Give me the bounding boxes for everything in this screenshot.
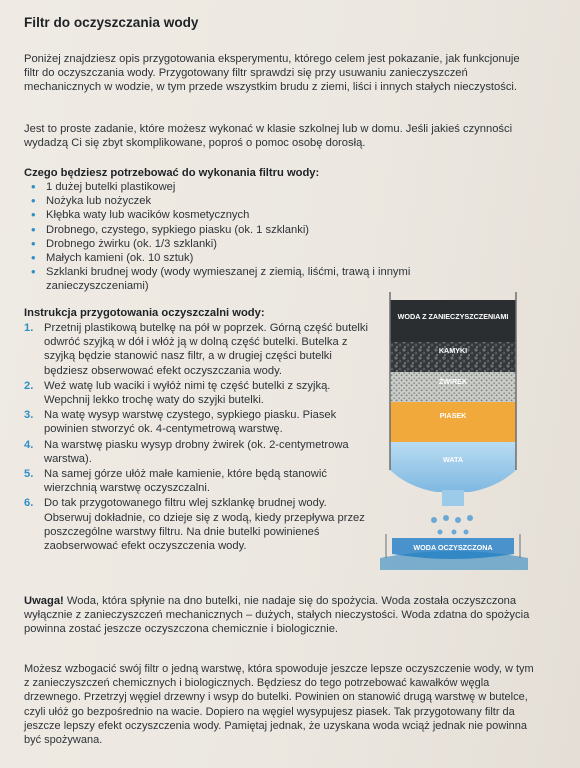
step-number: 6. [24, 497, 34, 510]
warning-note [24, 594, 544, 637]
instruction-step [24, 379, 374, 407]
materials-item: • Kłębka waty lub wacików kosmetycznych [24, 208, 494, 222]
label-clean-water: WODA OCZYSZCZONA [413, 543, 493, 552]
label-dirty-water: WODA Z ZANIECZYSZCZENIAMI [397, 312, 509, 321]
extra-layer-paragraph: Możesz wzbogacić swój filtr o jedną warstwę, która spowoduje jeszcze lepsze oczyszczenie wody, w tym z zanieczyszczeń chemicznych i biologicznych. Będziesz do tego potrzebować kawałków węgla drzewnego. Przetrzyj węgiel drzewny i wsyp do butelki. Powinien on stanowić drugą warstwę w butelce, czyli ułóż go bezpośrednio na wacie. Dopiero na węgiel wysypujesz piasek. Tak przygotowany filtr da jeszcze lepszy efekt oczyszczenia wody. Pamiętaj jednak, że uzyskana woda wciąż jednak nie powinna być spożywana. [24, 663, 534, 747]
instruction-step [24, 496, 374, 553]
label-sand: PIASEK [439, 411, 467, 420]
intro-paragraph-2: Jest to proste zadanie, które możesz wykonać w klasie szkolnej lub w domu. Jeśli jakieś czynności wydadzą Ci się zbyt skomplikowane, poproś o pomoc osobę dorosłą. [24, 123, 513, 150]
materials-item: • Nożyka lub nożyczek [24, 194, 494, 208]
step-text: Weź watę lub waciki i wyłóż nimi tę część butelki z szyjką. Wepchnij lekko trochę waty do szyjki butelki. [44, 379, 331, 407]
materials-item: • Drobnego, czystego, sypkiego piasku (ok. 1 szklanki) [24, 223, 494, 237]
bottle-outline [380, 292, 528, 570]
step-number: 2. [24, 379, 34, 392]
step-text: Do tak przygotowanego filtru wlej szklankę brudnej wody. Obserwuj dokładnie, co dzieje się z wodą, kiedy przepływa przez poszczególne warstwy filtru. Na dnie butelki powinieneś zaobserwować efekt oczyszczenia wody. [44, 497, 365, 553]
page-title: Filtr do oczyszczania wody [24, 15, 199, 30]
warning-text: Woda, która spłynie na dno butelki, nie nadaje się do spożycia. Woda została oczyszczona wyłącznie z zanieczyszczeń mechanicznych – dużych, stałych nieczystości. Woda zdatna do spożycia powinna zostać jeszcze oczyszczona chemicznie i biologicznie. [24, 595, 530, 636]
materials-list [24, 180, 494, 294]
step-number: 3. [24, 409, 34, 422]
intro-paragraph: Poniżej znajdziesz opis przygotowania eksperymentu, którego celem jest pokazanie, jak funkcjonuje filtr do oczyszczania wody. Przygotowany filtr sprawdzi się przy usuwaniu zanieczyszczeń mechanicznych w wodzie, w tym przede wszystkim brudu z ziemi, liści i innych stałych nieczystości. [24, 53, 520, 94]
step-text: Przetnij plastikową butelkę na pół w poprzek. Górną część butelki odwróć szyjką w dół i włóż ją w dolną część butelki. Butelka z szyjką będzie stanowić nasz filtr, a w drugiej części butelki będziesz obserwować efekt oczyszczania wody. [44, 322, 368, 377]
materials-item: • Szklanki brudnej wody (wody wymieszanej z ziemią, liśćmi, trawą i innymi zanieczyszczeniami) [24, 265, 494, 293]
label-gravel: ŻWIREK [438, 377, 468, 386]
label-cotton: WATA [442, 455, 464, 464]
step-text: Na warstwę piasku wysyp drobny żwirek (ok. 2-centymetrowa warstwa). [44, 438, 349, 465]
instruction-step [24, 467, 374, 495]
instructions-heading: Instrukcja przygotowania oczyszczalni wody: [24, 307, 265, 319]
water-filter-diagram [378, 292, 528, 570]
step-number: 5. [24, 468, 34, 481]
instruction-step [24, 408, 374, 436]
step-text: Na samej górze ułóż małe kamienie, które będą stanowić wierzchnią warstwę oczyszczalni. [44, 468, 327, 495]
materials-item: • Drobnego żwirku (ok. 1/3 szklanki) [24, 237, 494, 251]
label-stones: KAMYKI [438, 346, 468, 355]
step-number: 1. [24, 322, 34, 334]
materials-item: • Małych kamieni (ok. 10 sztuk) [24, 251, 494, 265]
warning-label: Uwaga! [24, 595, 64, 607]
instructions-list [24, 321, 374, 554]
materials-item: • 1 dużej butelki plastikowej [24, 180, 494, 194]
instruction-step [24, 321, 374, 378]
water-drops [431, 515, 473, 535]
instruction-step [24, 438, 374, 466]
materials-heading: Czego będziesz potrzebować do wykonania filtru wody: [24, 167, 320, 179]
step-number: 4. [24, 438, 34, 451]
step-text: Na watę wysyp warstwę czystego, sypkiego piasku. Piasek powinien stworzyć ok. 4-centymetrową warstwę. [44, 409, 337, 436]
